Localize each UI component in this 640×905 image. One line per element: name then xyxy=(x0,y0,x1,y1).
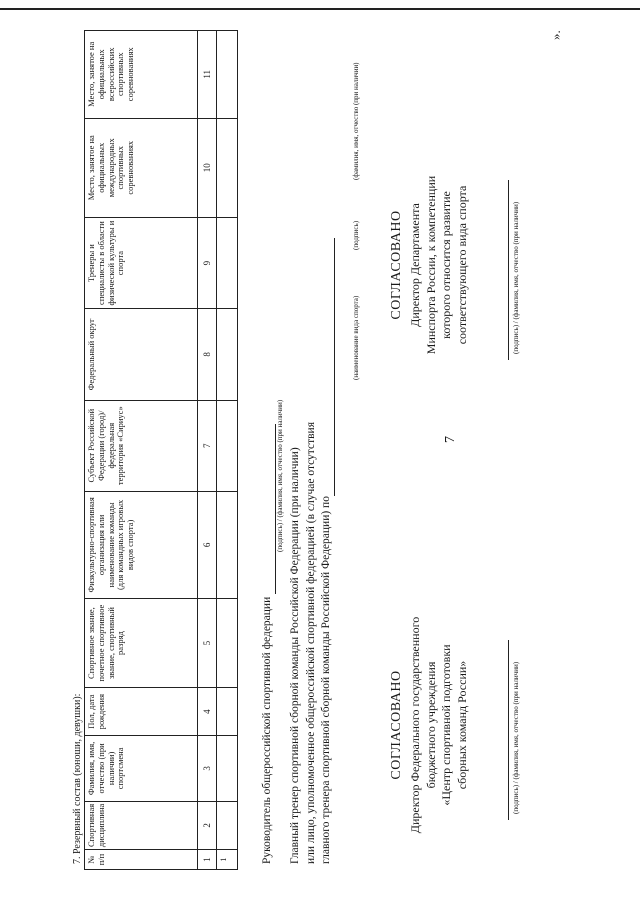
reserve-roster-table xyxy=(84,30,238,870)
approval-line: Директор Департамента xyxy=(408,203,423,327)
coach-line-3: главного тренера спортивной сборной команды Российской Федерации) по xyxy=(319,238,335,864)
coach-caption-sport: (наименование вида спорта) xyxy=(352,295,360,380)
rotated-page-content xyxy=(70,30,590,870)
col-header-federal-district: Федеральный округ xyxy=(85,309,198,400)
col-header-number: № п/п xyxy=(85,850,198,870)
row-number: 1 xyxy=(217,850,238,870)
table-cell xyxy=(217,309,238,400)
column-number: 9 xyxy=(198,217,217,308)
column-number: 2 xyxy=(198,801,217,849)
col-header-national-place: Место, занятое на официальных всероссийских спортивных соревнованиях xyxy=(85,31,198,119)
col-header-coaches: Тренеры и специалисты в области физической культуры и спорта xyxy=(85,217,198,308)
table-cell xyxy=(217,118,238,217)
column-number: 1 xyxy=(198,850,217,870)
column-number: 3 xyxy=(198,736,217,802)
page-number: 7 xyxy=(443,436,458,443)
closing-quote: ». xyxy=(548,30,563,40)
table-cell xyxy=(217,31,238,119)
table-header-row xyxy=(85,31,198,870)
col-header-athlete-name: Фамилия, имя, отчество (при наличии) спортсмена xyxy=(85,736,198,802)
table-column-numbers-row xyxy=(198,31,217,870)
column-number: 7 xyxy=(198,400,217,491)
coach-line-2: или лицо, уполномоченное общероссийской спортивной федерацией (в случае отсутствия xyxy=(304,422,317,864)
table-cell xyxy=(217,400,238,491)
approval-signature-line xyxy=(508,180,509,360)
approval-ministry xyxy=(388,150,471,380)
federation-head-label: Руководитель общероссийской спортивной федерации xyxy=(261,596,273,864)
column-number: 8 xyxy=(198,309,217,400)
column-number: 4 xyxy=(198,688,217,736)
col-header-discipline: Спортивная дисциплина xyxy=(85,801,198,849)
approval-line: сборных команд России» xyxy=(454,660,469,790)
col-header-international-place: Место, занятое на официальных международных спортивных соревнованиях xyxy=(85,118,198,217)
approval-line: которого относится развитие xyxy=(439,191,454,339)
section-caption: 7. Резервный состав (юноши, девушки): xyxy=(72,693,83,864)
approval-title: СОГЛАСОВАНО xyxy=(389,210,404,320)
coach-caption-name: (фамилия, имя, отчество (при наличии) xyxy=(352,62,360,180)
signature-line xyxy=(334,238,335,496)
coach-caption-signature: (подпись) xyxy=(352,220,360,250)
approval-line: «Центр спортивной подготовки xyxy=(439,644,454,806)
approval-title: СОГЛАСОВАНО xyxy=(389,670,404,780)
column-number: 11 xyxy=(198,31,217,119)
table-cell xyxy=(217,491,238,598)
col-header-sport-title: Спортивное звание, почетное спортивное звание, спортивный разряд xyxy=(85,598,198,687)
approval-line: Директор Федерального государственного xyxy=(408,616,423,834)
table-cell xyxy=(217,598,238,687)
coach-line-1: Главный тренер спортивной сборной команды Российской Федерации (при наличии) xyxy=(289,447,301,864)
approval-fcsp xyxy=(388,610,471,840)
approval-signature-line xyxy=(508,640,509,820)
approval-caption: (подпись) / (фамилия, имя, отчество (при наличии) xyxy=(512,201,520,354)
table-cell xyxy=(217,688,238,736)
column-number: 6 xyxy=(198,491,217,598)
col-header-region: Субъект Российской Федерации (город)/ федеральная территория «Сириус» xyxy=(85,400,198,491)
table-row xyxy=(217,31,238,870)
table-cell xyxy=(217,217,238,308)
column-number: 10 xyxy=(198,118,217,217)
federation-head-caption: (подпись) / (фамилия, имя, отчество (при наличии) xyxy=(276,399,284,552)
federation-head-signature xyxy=(260,424,276,864)
top-border-line xyxy=(0,8,640,10)
col-header-organization: Физкультурно-спортивная организация или наименование команды (для командных игровых видов спорта) xyxy=(85,491,198,598)
table-cell xyxy=(217,736,238,802)
col-header-gender-dob: Пол, дата рождения xyxy=(85,688,198,736)
table-cell xyxy=(217,801,238,849)
column-number: 5 xyxy=(198,598,217,687)
approval-line: Минспорта России, к компетенции xyxy=(423,175,438,355)
approval-line: бюджетного учреждения xyxy=(423,661,438,789)
approval-line: соответствующего вида спорта xyxy=(454,185,469,345)
approval-caption: (подпись) / (фамилия, имя, отчество (при наличии) xyxy=(512,661,520,814)
head-coach-signature xyxy=(288,238,335,864)
